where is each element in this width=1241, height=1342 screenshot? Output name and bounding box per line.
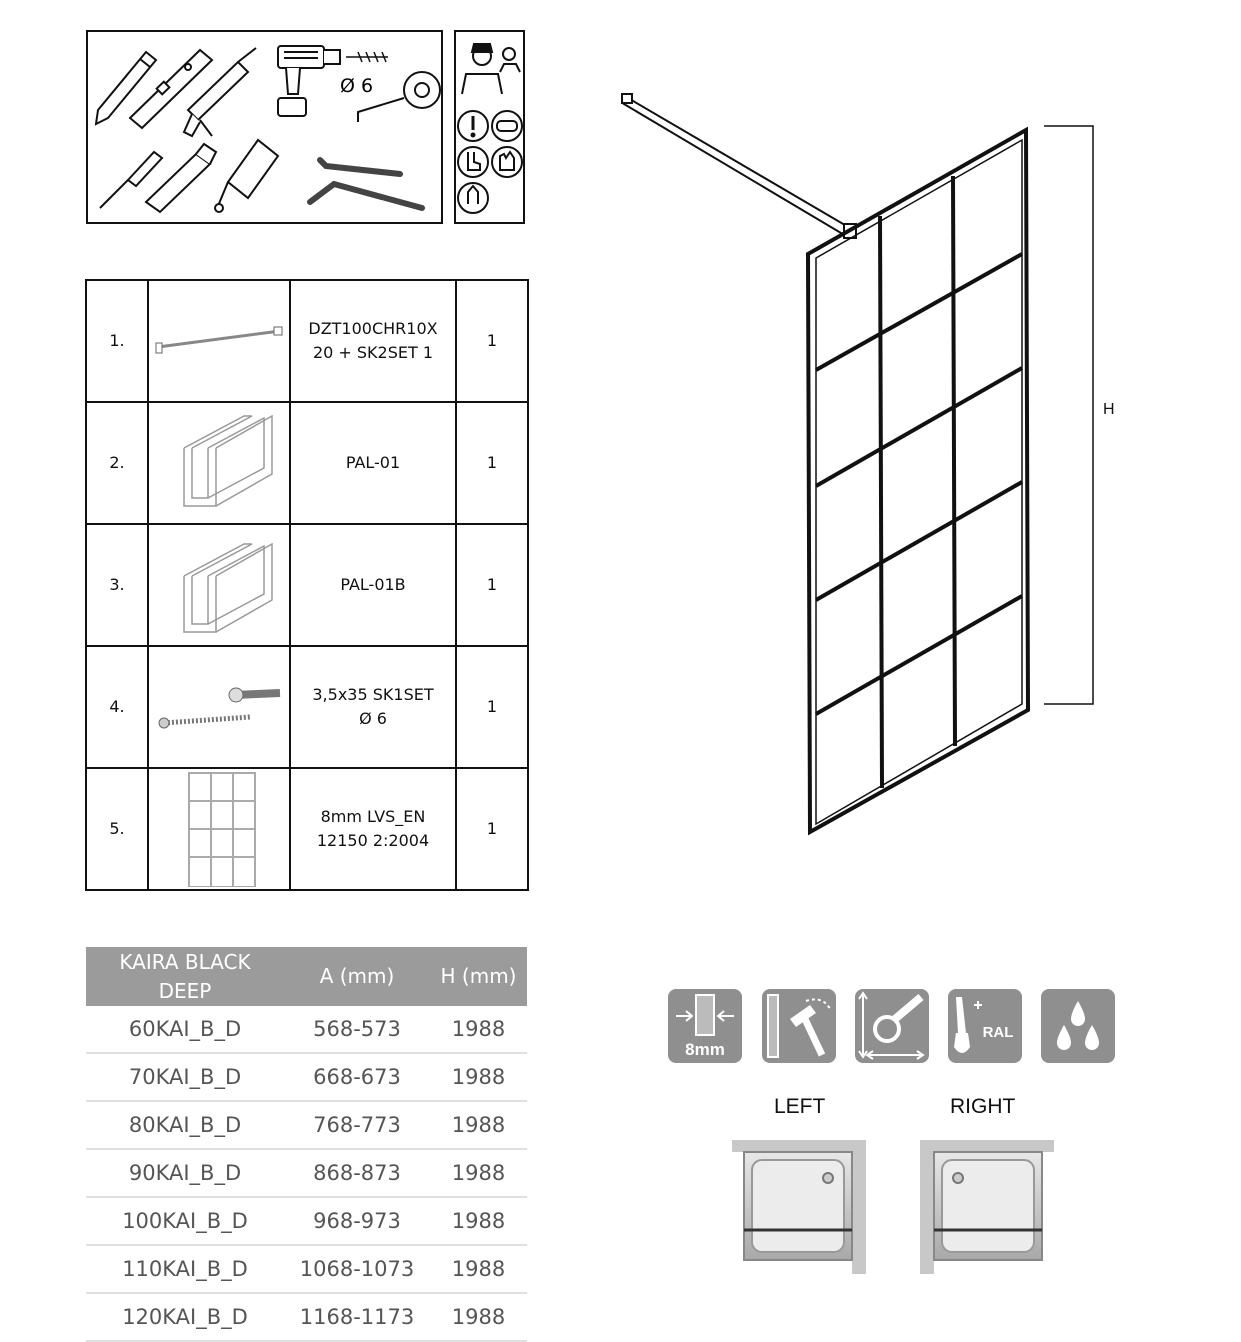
- table-header-row: [86, 947, 527, 1006]
- custom-measure-icon: [855, 989, 929, 1063]
- model-code-cell: 70KAI_B_D: [86, 1053, 284, 1101]
- column-header-h: H (mm): [430, 947, 527, 1006]
- width-a-cell: 968-973: [284, 1197, 430, 1245]
- width-a-cell: 568-573: [284, 1006, 430, 1053]
- right-shower-tray-icon: [920, 1140, 1054, 1274]
- u-profile-icon: [164, 408, 274, 518]
- table-row: [86, 1293, 527, 1341]
- width-a-cell: 1168-1173: [284, 1293, 430, 1341]
- svg-text:RAL: RAL: [982, 1024, 1014, 1041]
- tools-panel: [86, 30, 443, 224]
- table-row: [86, 646, 528, 768]
- two-installers-icon: [462, 44, 520, 94]
- table-row: [86, 1149, 527, 1197]
- part-image: [148, 402, 290, 524]
- table-row: [86, 1101, 527, 1149]
- safety-boots-icon: [458, 147, 488, 177]
- part-qty: 1: [456, 402, 528, 524]
- height-dimension-line: [1044, 126, 1093, 704]
- part-image: [148, 524, 290, 646]
- ral-paint-icon: [948, 989, 1022, 1063]
- part-code: 3,5x35 SK1SET Ø 6: [290, 646, 456, 768]
- part-image: [148, 646, 290, 768]
- model-code-cell: 120KAI_B_D: [86, 1293, 284, 1341]
- hacksaw-icon: [215, 140, 278, 212]
- left-orientation-label: LEFT: [774, 1095, 826, 1118]
- width-a-cell: 1068-1073: [284, 1245, 430, 1293]
- warning-icon: [458, 111, 488, 141]
- left-shower-tray-icon: [732, 1140, 866, 1274]
- right-orientation-label: RIGHT: [950, 1095, 1016, 1118]
- glass-8mm-icon: [668, 989, 742, 1063]
- height-h-cell: 1988: [430, 1053, 527, 1101]
- part-qty: 1: [456, 768, 528, 890]
- part-image: [148, 280, 290, 402]
- drill-bit-icon: [346, 52, 388, 62]
- table-row: [86, 524, 528, 646]
- stabilizer-bar-icon: [154, 311, 284, 371]
- table-row: [86, 280, 528, 402]
- part-code: DZT100CHR10X 20 + SK2SET 1: [290, 280, 456, 402]
- drill-diameter-label: Ø 6: [340, 75, 374, 97]
- part-code: PAL-01: [290, 402, 456, 524]
- safety-glass-hammer-icon: [762, 989, 836, 1063]
- parts-table: [85, 279, 529, 891]
- height-h-cell: 1988: [430, 1006, 527, 1053]
- glass-panel-icon: [179, 771, 259, 887]
- safety-panel: [454, 30, 525, 224]
- table-row: [86, 1053, 527, 1101]
- table-row: [86, 1197, 527, 1245]
- drill-icon: [278, 46, 340, 116]
- model-size-table: [86, 947, 527, 1342]
- model-code-cell: 100KAI_B_D: [86, 1197, 284, 1245]
- width-a-cell: 868-873: [284, 1149, 430, 1197]
- svg-text:8mm: 8mm: [685, 1040, 725, 1059]
- height-h-cell: 1988: [430, 1293, 527, 1341]
- table-row: [86, 402, 528, 524]
- height-h-cell: 1988: [430, 1101, 527, 1149]
- column-header-model: KAIRA BLACK DEEP: [86, 947, 284, 1006]
- table-row: [86, 1006, 527, 1053]
- table-row: [86, 1245, 527, 1293]
- u-profile-b-icon: [164, 530, 274, 640]
- safety-goggles-icon: [492, 111, 522, 141]
- width-a-cell: 768-773: [284, 1101, 430, 1149]
- recycle-icon: [458, 183, 488, 213]
- table-row: [86, 768, 528, 890]
- gloves-icon: [492, 147, 522, 177]
- height-h-cell: 1988: [430, 1245, 527, 1293]
- model-code-cell: 110KAI_B_D: [86, 1245, 284, 1293]
- height-h-cell: 1988: [430, 1149, 527, 1197]
- part-qty: 1: [456, 646, 528, 768]
- width-a-cell: 668-673: [284, 1053, 430, 1101]
- model-code-cell: 60KAI_B_D: [86, 1006, 284, 1053]
- installation-diagram: [600, 80, 1120, 855]
- model-code-cell: 90KAI_B_D: [86, 1149, 284, 1197]
- part-number: 5.: [86, 768, 148, 890]
- part-qty: 1: [456, 280, 528, 402]
- part-code: PAL-01B: [290, 524, 456, 646]
- part-number: 1.: [86, 280, 148, 402]
- water-drops-icon: [1041, 989, 1115, 1063]
- height-label: H: [1103, 401, 1115, 418]
- screws-dowels-icon: [154, 667, 284, 747]
- part-number: 3.: [86, 524, 148, 646]
- wall-stabilizer-bar: [622, 94, 856, 238]
- hex-keys-icon: [310, 160, 422, 208]
- part-number: 4.: [86, 646, 148, 768]
- glass-panel: [808, 130, 1028, 832]
- model-code-cell: 80KAI_B_D: [86, 1101, 284, 1149]
- column-header-a: A (mm): [284, 947, 430, 1006]
- part-qty: 1: [456, 524, 528, 646]
- part-image: [148, 768, 290, 890]
- height-h-cell: 1988: [430, 1197, 527, 1245]
- part-number: 2.: [86, 402, 148, 524]
- part-code: 8mm LVS_EN 12150 2:2004: [290, 768, 456, 890]
